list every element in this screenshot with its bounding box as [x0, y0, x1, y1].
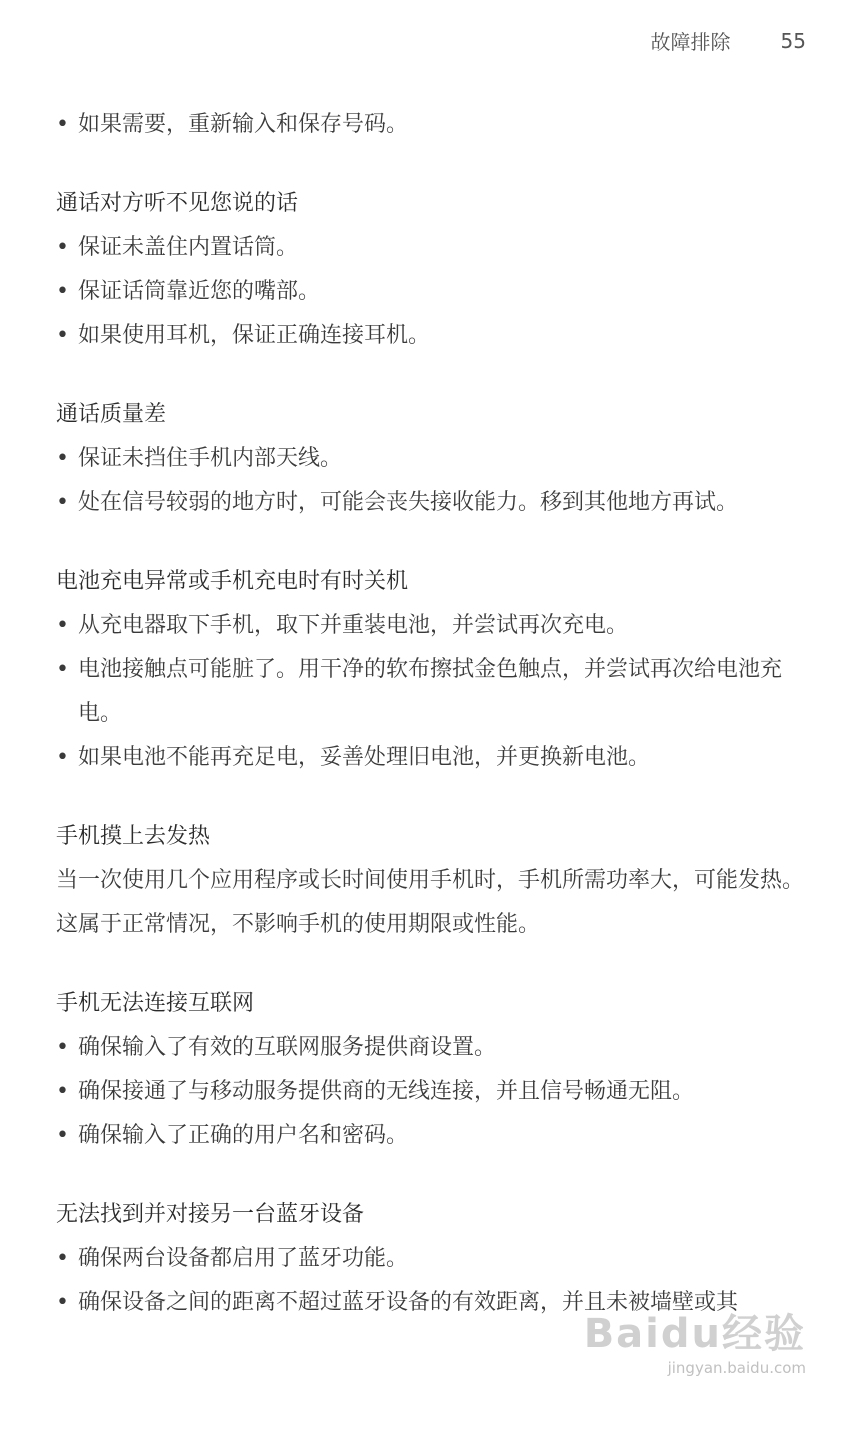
section-heading: 通话对方听不见您说的话 — [56, 191, 299, 216]
bullet-icon: • — [56, 323, 69, 348]
bullet-icon: • — [56, 1123, 69, 1148]
list-item-text: 确保输入了有效的互联网服务提供商设置。 — [78, 1035, 497, 1060]
list-item — [56, 437, 816, 481]
section-heading: 通话质量差 — [56, 402, 167, 427]
list-item — [56, 604, 816, 648]
bullet-list — [56, 604, 816, 780]
bullet-icon: • — [56, 112, 69, 137]
baidu-logo: Baidu经验 — [583, 1311, 806, 1357]
list-item-text: 从充电器取下手机，取下并重装电池，并尝试再次充电。 — [78, 613, 629, 638]
section-call-quality — [56, 393, 816, 525]
list-item-text: 处在信号较弱的地方时，可能会丧失接收能力。移到其他地方再试。 — [78, 490, 739, 515]
bullet-icon: • — [56, 745, 69, 770]
header-title: 故障排除 — [650, 30, 731, 54]
bullet-icon: • — [56, 279, 69, 304]
list-item-text: 确保输入了正确的用户名和密码。 — [78, 1123, 409, 1148]
bullet-icon: • — [56, 613, 69, 638]
bullet-icon: • — [56, 235, 69, 260]
list-item-text: 如果需要，重新输入和保存号码。 — [78, 112, 409, 137]
section-heat — [56, 815, 816, 947]
section-battery — [56, 560, 816, 780]
list-item — [56, 1026, 816, 1070]
list-item — [56, 736, 816, 780]
list-item-text: 确保两台设备都启用了蓝牙功能。 — [78, 1246, 409, 1271]
list-item-text: 如果使用耳机，保证正确连接耳机。 — [78, 323, 431, 348]
list-item-text: 确保接通了与移动服务提供商的无线连接，并且信号畅通无阻。 — [78, 1079, 695, 1104]
list-item — [56, 481, 816, 525]
list-item-text: 保证未盖住内置话筒。 — [78, 235, 299, 260]
bullet-icon: • — [56, 657, 69, 682]
section-paragraph: 当一次使用几个应用程序或长时间使用手机时，手机所需功率大，可能发热。这属于正常情况，不影响手机的使用期限或性能。 — [56, 868, 805, 937]
bullet-list — [56, 437, 816, 525]
bullet-icon: • — [56, 1079, 69, 1104]
list-item — [56, 1070, 816, 1114]
list-item — [56, 103, 816, 147]
watermark-url: jingyan.baidu.com — [667, 1359, 806, 1377]
bullet-list — [56, 1026, 816, 1158]
section-mic — [56, 182, 816, 358]
page-number: 55 — [780, 28, 806, 53]
section-internet — [56, 982, 816, 1158]
section-heading: 手机无法连接互联网 — [56, 991, 255, 1016]
intro-bullet-list — [56, 103, 816, 147]
list-item — [56, 648, 816, 736]
list-item-text: 电池接触点可能脏了。用干净的软布擦拭金色触点，并尝试再次给电池充电。 — [78, 657, 783, 726]
bullet-list — [56, 226, 816, 358]
list-item-text: 如果电池不能再充足电，妥善处理旧电池，并更换新电池。 — [78, 745, 651, 770]
page-header — [651, 26, 806, 55]
list-item — [56, 226, 816, 270]
list-item — [56, 270, 816, 314]
list-item-text: 确保设备之间的距离不超过蓝牙设备的有效距离，并且未被墙壁或其 — [78, 1290, 739, 1315]
list-item-text: 保证话筒靠近您的嘴部。 — [78, 279, 321, 304]
list-item-text: 保证未挡住手机内部天线。 — [78, 446, 343, 471]
bullet-icon: • — [56, 490, 69, 515]
bullet-icon: • — [56, 1035, 69, 1060]
bullet-icon: • — [56, 1290, 69, 1315]
list-item — [56, 314, 816, 358]
baidu-watermark — [584, 1302, 806, 1377]
bullet-icon: • — [56, 1246, 69, 1271]
list-item — [56, 1237, 816, 1281]
section-heading: 手机摸上去发热 — [56, 824, 211, 849]
section-heading: 电池充电异常或手机充电时有时关机 — [56, 569, 409, 594]
page-content — [56, 103, 816, 1360]
bullet-icon: • — [56, 446, 69, 471]
list-item — [56, 1114, 816, 1158]
section-heading: 无法找到并对接另一台蓝牙设备 — [56, 1202, 365, 1227]
intro-section — [56, 103, 816, 147]
